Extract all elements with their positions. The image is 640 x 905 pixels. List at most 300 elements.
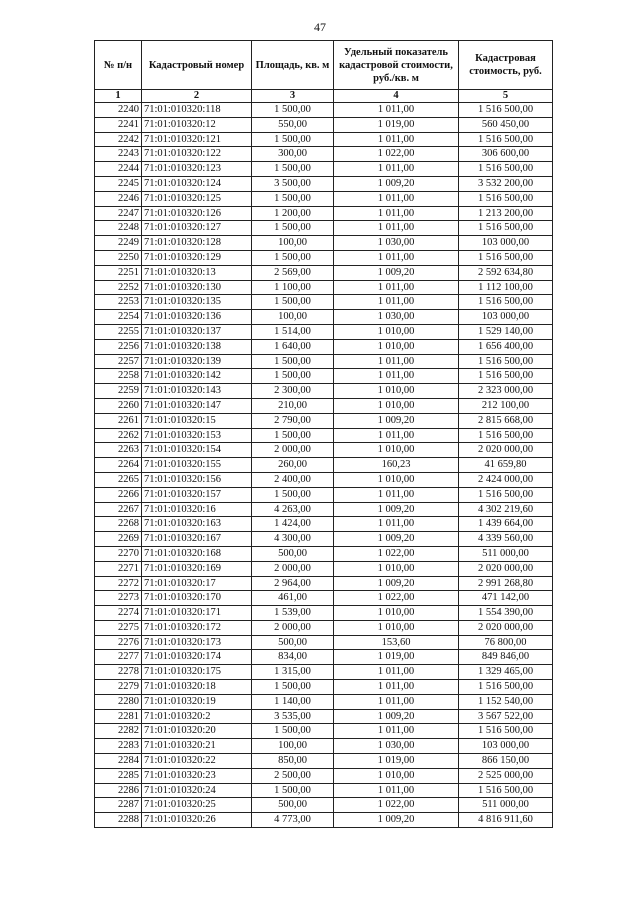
cadastral-value-cell: 3 567 522,00 [459, 709, 553, 724]
cadastral-number-cell: 71:01:010320:154 [142, 443, 252, 458]
cadastral-number-cell: 71:01:010320:12 [142, 117, 252, 132]
table-row [95, 665, 553, 680]
row-number-cell: 2247 [95, 206, 142, 221]
cadastral-value-cell: 1 516 500,00 [459, 783, 553, 798]
unit-value-cell: 1 019,00 [334, 117, 459, 132]
cadastral-value-cell: 4 302 219,60 [459, 502, 553, 517]
cadastral-value-cell: 103 000,00 [459, 310, 553, 325]
area-cell: 2 964,00 [252, 576, 334, 591]
header-area: Площадь, кв. м [252, 41, 334, 90]
table-row [95, 443, 553, 458]
cadastral-number-cell: 71:01:010320:129 [142, 250, 252, 265]
area-cell: 2 300,00 [252, 384, 334, 399]
cadastral-value-cell: 1 516 500,00 [459, 369, 553, 384]
row-number-cell: 2274 [95, 606, 142, 621]
unit-value-cell: 1 011,00 [334, 250, 459, 265]
area-cell: 1 500,00 [252, 250, 334, 265]
table-row [95, 236, 553, 251]
row-number-cell: 2250 [95, 250, 142, 265]
row-number-cell: 2258 [95, 369, 142, 384]
cadastral-value-cell: 1 516 500,00 [459, 250, 553, 265]
table-row [95, 620, 553, 635]
unit-value-cell: 1 022,00 [334, 147, 459, 162]
row-number-cell: 2276 [95, 635, 142, 650]
cadastral-value-cell: 1 516 500,00 [459, 354, 553, 369]
cadastral-number-cell: 71:01:010320:157 [142, 487, 252, 502]
area-cell: 2 000,00 [252, 561, 334, 576]
area-cell: 300,00 [252, 147, 334, 162]
cadastral-number-cell: 71:01:010320:2 [142, 709, 252, 724]
cadastral-value-cell: 2 815 668,00 [459, 413, 553, 428]
table-row [95, 680, 553, 695]
cadastral-number-cell: 71:01:010320:135 [142, 295, 252, 310]
table-row [95, 250, 553, 265]
cadastral-value-cell: 1 516 500,00 [459, 103, 553, 118]
row-number-cell: 2260 [95, 398, 142, 413]
area-cell: 850,00 [252, 754, 334, 769]
unit-value-cell: 1 022,00 [334, 798, 459, 813]
cadastral-number-cell: 71:01:010320:136 [142, 310, 252, 325]
area-cell: 1 539,00 [252, 606, 334, 621]
cadastral-value-cell: 1 329 465,00 [459, 665, 553, 680]
unit-value-cell: 1 011,00 [334, 162, 459, 177]
row-number-cell: 2272 [95, 576, 142, 591]
unit-value-cell: 1 010,00 [334, 398, 459, 413]
row-number-cell: 2251 [95, 265, 142, 280]
cadastral-value-cell: 2 020 000,00 [459, 561, 553, 576]
unit-value-cell: 1 030,00 [334, 739, 459, 754]
row-number-cell: 2243 [95, 147, 142, 162]
cadastral-number-cell: 71:01:010320:138 [142, 339, 252, 354]
table-row [95, 606, 553, 621]
table-row [95, 472, 553, 487]
cadastral-value-cell: 1 516 500,00 [459, 221, 553, 236]
cadastral-value-cell: 4 339 560,00 [459, 532, 553, 547]
unit-value-cell: 1 010,00 [334, 561, 459, 576]
table-row [95, 324, 553, 339]
table-row [95, 221, 553, 236]
cadastral-number-cell: 71:01:010320:20 [142, 724, 252, 739]
cadastral-value-cell: 41 659,80 [459, 458, 553, 473]
unit-value-cell: 1 011,00 [334, 354, 459, 369]
area-cell: 1 514,00 [252, 324, 334, 339]
cadastral-number-cell: 71:01:010320:121 [142, 132, 252, 147]
row-number-cell: 2245 [95, 176, 142, 191]
unit-value-cell: 1 010,00 [334, 339, 459, 354]
cadastral-value-cell: 2 424 000,00 [459, 472, 553, 487]
cadastral-number-cell: 71:01:010320:156 [142, 472, 252, 487]
unit-value-cell: 1 011,00 [334, 680, 459, 695]
table-row [95, 532, 553, 547]
unit-value-cell: 1 010,00 [334, 620, 459, 635]
cadastral-value-cell: 1 516 500,00 [459, 132, 553, 147]
unit-value-cell: 1 011,00 [334, 103, 459, 118]
cadastral-number-cell: 71:01:010320:137 [142, 324, 252, 339]
area-cell: 1 500,00 [252, 221, 334, 236]
row-number-cell: 2279 [95, 680, 142, 695]
area-cell: 4 773,00 [252, 813, 334, 828]
cadastral-number-cell: 71:01:010320:118 [142, 103, 252, 118]
cadastral-value-cell: 1 112 100,00 [459, 280, 553, 295]
cadastral-value-cell: 1 656 400,00 [459, 339, 553, 354]
unit-value-cell: 1 011,00 [334, 517, 459, 532]
column-number-row [95, 90, 553, 103]
row-number-cell: 2253 [95, 295, 142, 310]
cadastral-number-cell: 71:01:010320:23 [142, 768, 252, 783]
row-number-cell: 2283 [95, 739, 142, 754]
row-number-cell: 2265 [95, 472, 142, 487]
area-cell: 1 500,00 [252, 191, 334, 206]
cadastral-value-cell: 3 532 200,00 [459, 176, 553, 191]
cadastral-number-cell: 71:01:010320:142 [142, 369, 252, 384]
row-number-cell: 2282 [95, 724, 142, 739]
cadastral-value-cell: 1 516 500,00 [459, 162, 553, 177]
table-row [95, 502, 553, 517]
cadastral-number-cell: 71:01:010320:13 [142, 265, 252, 280]
row-number-cell: 2241 [95, 117, 142, 132]
row-number-cell: 2259 [95, 384, 142, 399]
table-row [95, 413, 553, 428]
unit-value-cell: 1 009,20 [334, 176, 459, 191]
table-row [95, 724, 553, 739]
row-number-cell: 2249 [95, 236, 142, 251]
cadastral-value-table [94, 40, 553, 828]
cadastral-value-cell: 2 592 634,80 [459, 265, 553, 280]
table-row [95, 813, 553, 828]
table-body [95, 103, 553, 828]
row-number-cell: 2244 [95, 162, 142, 177]
cadastral-value-cell: 212 100,00 [459, 398, 553, 413]
column-number: 3 [252, 90, 334, 103]
unit-value-cell: 1 010,00 [334, 324, 459, 339]
row-number-cell: 2267 [95, 502, 142, 517]
table-row [95, 206, 553, 221]
unit-value-cell: 1 009,20 [334, 265, 459, 280]
row-number-cell: 2266 [95, 487, 142, 502]
table-row [95, 280, 553, 295]
table-row [95, 546, 553, 561]
unit-value-cell: 1 011,00 [334, 487, 459, 502]
unit-value-cell: 1 010,00 [334, 606, 459, 621]
table-row [95, 768, 553, 783]
cadastral-number-cell: 71:01:010320:127 [142, 221, 252, 236]
cadastral-value-cell: 2 020 000,00 [459, 620, 553, 635]
unit-value-cell: 1 019,00 [334, 754, 459, 769]
area-cell: 1 140,00 [252, 694, 334, 709]
area-cell: 2 790,00 [252, 413, 334, 428]
cadastral-number-cell: 71:01:010320:169 [142, 561, 252, 576]
unit-value-cell: 1 009,20 [334, 413, 459, 428]
unit-value-cell: 1 011,00 [334, 221, 459, 236]
column-number: 1 [95, 90, 142, 103]
table-header-row [95, 41, 553, 90]
area-cell: 4 300,00 [252, 532, 334, 547]
cadastral-number-cell: 71:01:010320:16 [142, 502, 252, 517]
cadastral-value-cell: 511 000,00 [459, 546, 553, 561]
cadastral-number-cell: 71:01:010320:167 [142, 532, 252, 547]
area-cell: 1 500,00 [252, 369, 334, 384]
table-row [95, 354, 553, 369]
cadastral-value-cell: 1 516 500,00 [459, 295, 553, 310]
unit-value-cell: 1 009,20 [334, 502, 459, 517]
table-row [95, 295, 553, 310]
unit-value-cell: 1 019,00 [334, 650, 459, 665]
unit-value-cell: 1 010,00 [334, 443, 459, 458]
table-row [95, 117, 553, 132]
row-number-cell: 2281 [95, 709, 142, 724]
table-row [95, 635, 553, 650]
area-cell: 1 500,00 [252, 487, 334, 502]
unit-value-cell: 1 011,00 [334, 694, 459, 709]
row-number-cell: 2261 [95, 413, 142, 428]
area-cell: 4 263,00 [252, 502, 334, 517]
unit-value-cell: 1 011,00 [334, 665, 459, 680]
unit-value-cell: 1 010,00 [334, 768, 459, 783]
area-cell: 2 000,00 [252, 620, 334, 635]
column-number: 4 [334, 90, 459, 103]
unit-value-cell: 153,60 [334, 635, 459, 650]
area-cell: 1 500,00 [252, 680, 334, 695]
cadastral-number-cell: 71:01:010320:22 [142, 754, 252, 769]
area-cell: 1 424,00 [252, 517, 334, 532]
cadastral-value-cell: 2 020 000,00 [459, 443, 553, 458]
row-number-cell: 2271 [95, 561, 142, 576]
area-cell: 1 500,00 [252, 428, 334, 443]
cadastral-value-cell: 1 554 390,00 [459, 606, 553, 621]
cadastral-number-cell: 71:01:010320:15 [142, 413, 252, 428]
table-row [95, 147, 553, 162]
cadastral-number-cell: 71:01:010320:174 [142, 650, 252, 665]
row-number-cell: 2286 [95, 783, 142, 798]
unit-value-cell: 1 011,00 [334, 280, 459, 295]
table-row [95, 176, 553, 191]
unit-value-cell: 1 009,20 [334, 813, 459, 828]
table-row [95, 487, 553, 502]
area-cell: 2 500,00 [252, 768, 334, 783]
cadastral-value-cell: 1 439 664,00 [459, 517, 553, 532]
cadastral-number-cell: 71:01:010320:143 [142, 384, 252, 399]
cadastral-number-cell: 71:01:010320:155 [142, 458, 252, 473]
area-cell: 1 500,00 [252, 103, 334, 118]
table-row [95, 591, 553, 606]
table-row [95, 339, 553, 354]
cadastral-number-cell: 71:01:010320:130 [142, 280, 252, 295]
unit-value-cell: 1 022,00 [334, 546, 459, 561]
row-number-cell: 2277 [95, 650, 142, 665]
area-cell: 550,00 [252, 117, 334, 132]
cadastral-number-cell: 71:01:010320:26 [142, 813, 252, 828]
table-row [95, 754, 553, 769]
cadastral-value-cell: 103 000,00 [459, 236, 553, 251]
table-row [95, 561, 553, 576]
cadastral-number-cell: 71:01:010320:24 [142, 783, 252, 798]
area-cell: 2 400,00 [252, 472, 334, 487]
row-number-cell: 2257 [95, 354, 142, 369]
area-cell: 1 315,00 [252, 665, 334, 680]
area-cell: 1 500,00 [252, 783, 334, 798]
table-row [95, 739, 553, 754]
unit-value-cell: 1 010,00 [334, 384, 459, 399]
area-cell: 100,00 [252, 236, 334, 251]
row-number-cell: 2262 [95, 428, 142, 443]
area-cell: 2 000,00 [252, 443, 334, 458]
unit-value-cell: 1 030,00 [334, 310, 459, 325]
table-row [95, 398, 553, 413]
table-row [95, 162, 553, 177]
cadastral-value-cell: 1 516 500,00 [459, 487, 553, 502]
cadastral-value-cell: 1 529 140,00 [459, 324, 553, 339]
unit-value-cell: 1 011,00 [334, 369, 459, 384]
cadastral-number-cell: 71:01:010320:139 [142, 354, 252, 369]
unit-value-cell: 1 011,00 [334, 206, 459, 221]
unit-value-cell: 1 011,00 [334, 724, 459, 739]
area-cell: 834,00 [252, 650, 334, 665]
unit-value-cell: 1 011,00 [334, 428, 459, 443]
unit-value-cell: 1 009,20 [334, 576, 459, 591]
area-cell: 1 500,00 [252, 132, 334, 147]
row-number-cell: 2285 [95, 768, 142, 783]
header-row-number: № п/н [95, 41, 142, 90]
area-cell: 461,00 [252, 591, 334, 606]
unit-value-cell: 1 011,00 [334, 132, 459, 147]
area-cell: 2 569,00 [252, 265, 334, 280]
header-cadastral-number: Кадастровый номер [142, 41, 252, 90]
area-cell: 500,00 [252, 546, 334, 561]
cadastral-number-cell: 71:01:010320:163 [142, 517, 252, 532]
cadastral-value-cell: 1 516 500,00 [459, 680, 553, 695]
unit-value-cell: 1 009,20 [334, 532, 459, 547]
cadastral-value-cell: 849 846,00 [459, 650, 553, 665]
cadastral-value-cell: 76 800,00 [459, 635, 553, 650]
unit-value-cell: 1 010,00 [334, 472, 459, 487]
cadastral-number-cell: 71:01:010320:21 [142, 739, 252, 754]
cadastral-number-cell: 71:01:010320:124 [142, 176, 252, 191]
row-number-cell: 2278 [95, 665, 142, 680]
cadastral-value-cell: 1 152 540,00 [459, 694, 553, 709]
area-cell: 100,00 [252, 739, 334, 754]
cadastral-value-cell: 4 816 911,60 [459, 813, 553, 828]
area-cell: 1 100,00 [252, 280, 334, 295]
row-number-cell: 2275 [95, 620, 142, 635]
cadastral-number-cell: 71:01:010320:147 [142, 398, 252, 413]
column-number: 2 [142, 90, 252, 103]
area-cell: 1 640,00 [252, 339, 334, 354]
cadastral-value-cell: 511 000,00 [459, 798, 553, 813]
table-row [95, 783, 553, 798]
unit-value-cell: 160,23 [334, 458, 459, 473]
area-cell: 500,00 [252, 635, 334, 650]
cadastral-number-cell: 71:01:010320:125 [142, 191, 252, 206]
table-row [95, 576, 553, 591]
cadastral-value-cell: 1 213 200,00 [459, 206, 553, 221]
row-number-cell: 2268 [95, 517, 142, 532]
row-number-cell: 2254 [95, 310, 142, 325]
table-row [95, 650, 553, 665]
table-row [95, 132, 553, 147]
row-number-cell: 2252 [95, 280, 142, 295]
unit-value-cell: 1 009,20 [334, 709, 459, 724]
table-row [95, 709, 553, 724]
table-row [95, 265, 553, 280]
cadastral-value-cell: 2 323 000,00 [459, 384, 553, 399]
cadastral-number-cell: 71:01:010320:19 [142, 694, 252, 709]
cadastral-value-cell: 1 516 500,00 [459, 428, 553, 443]
row-number-cell: 2273 [95, 591, 142, 606]
cadastral-value-cell: 471 142,00 [459, 591, 553, 606]
area-cell: 500,00 [252, 798, 334, 813]
cadastral-number-cell: 71:01:010320:128 [142, 236, 252, 251]
area-cell: 1 500,00 [252, 724, 334, 739]
table-row [95, 458, 553, 473]
unit-value-cell: 1 011,00 [334, 783, 459, 798]
area-cell: 100,00 [252, 310, 334, 325]
cadastral-number-cell: 71:01:010320:123 [142, 162, 252, 177]
row-number-cell: 2288 [95, 813, 142, 828]
row-number-cell: 2240 [95, 103, 142, 118]
header-unit-value: Удельный показатель кадастровой стоимости, руб./кв. м [334, 41, 459, 90]
area-cell: 3 500,00 [252, 176, 334, 191]
unit-value-cell: 1 011,00 [334, 191, 459, 206]
cadastral-number-cell: 71:01:010320:17 [142, 576, 252, 591]
row-number-cell: 2248 [95, 221, 142, 236]
row-number-cell: 2246 [95, 191, 142, 206]
area-cell: 1 500,00 [252, 162, 334, 177]
cadastral-number-cell: 71:01:010320:172 [142, 620, 252, 635]
cadastral-value-cell: 103 000,00 [459, 739, 553, 754]
row-number-cell: 2255 [95, 324, 142, 339]
area-cell: 1 500,00 [252, 354, 334, 369]
unit-value-cell: 1 030,00 [334, 236, 459, 251]
cadastral-number-cell: 71:01:010320:173 [142, 635, 252, 650]
unit-value-cell: 1 022,00 [334, 591, 459, 606]
table-row [95, 103, 553, 118]
cadastral-value-cell: 306 600,00 [459, 147, 553, 162]
area-cell: 3 535,00 [252, 709, 334, 724]
cadastral-number-cell: 71:01:010320:170 [142, 591, 252, 606]
cadastral-value-cell: 1 516 500,00 [459, 191, 553, 206]
column-number: 5 [459, 90, 553, 103]
cadastral-number-cell: 71:01:010320:25 [142, 798, 252, 813]
row-number-cell: 2269 [95, 532, 142, 547]
table-row [95, 428, 553, 443]
cadastral-value-cell: 2 525 000,00 [459, 768, 553, 783]
row-number-cell: 2287 [95, 798, 142, 813]
page-number: 47 [314, 20, 326, 34]
row-number-cell: 2280 [95, 694, 142, 709]
row-number-cell: 2270 [95, 546, 142, 561]
table-row [95, 798, 553, 813]
table-row [95, 694, 553, 709]
cadastral-number-cell: 71:01:010320:122 [142, 147, 252, 162]
cadastral-number-cell: 71:01:010320:175 [142, 665, 252, 680]
table-row [95, 384, 553, 399]
cadastral-value-cell: 1 516 500,00 [459, 724, 553, 739]
area-cell: 1 500,00 [252, 295, 334, 310]
area-cell: 1 200,00 [252, 206, 334, 221]
table-row [95, 369, 553, 384]
cadastral-number-cell: 71:01:010320:18 [142, 680, 252, 695]
cadastral-number-cell: 71:01:010320:168 [142, 546, 252, 561]
row-number-cell: 2256 [95, 339, 142, 354]
table-row [95, 310, 553, 325]
cadastral-number-cell: 71:01:010320:171 [142, 606, 252, 621]
row-number-cell: 2264 [95, 458, 142, 473]
cadastral-value-cell: 2 991 268,80 [459, 576, 553, 591]
unit-value-cell: 1 011,00 [334, 295, 459, 310]
table-row [95, 517, 553, 532]
row-number-cell: 2263 [95, 443, 142, 458]
cadastral-value-cell: 560 450,00 [459, 117, 553, 132]
